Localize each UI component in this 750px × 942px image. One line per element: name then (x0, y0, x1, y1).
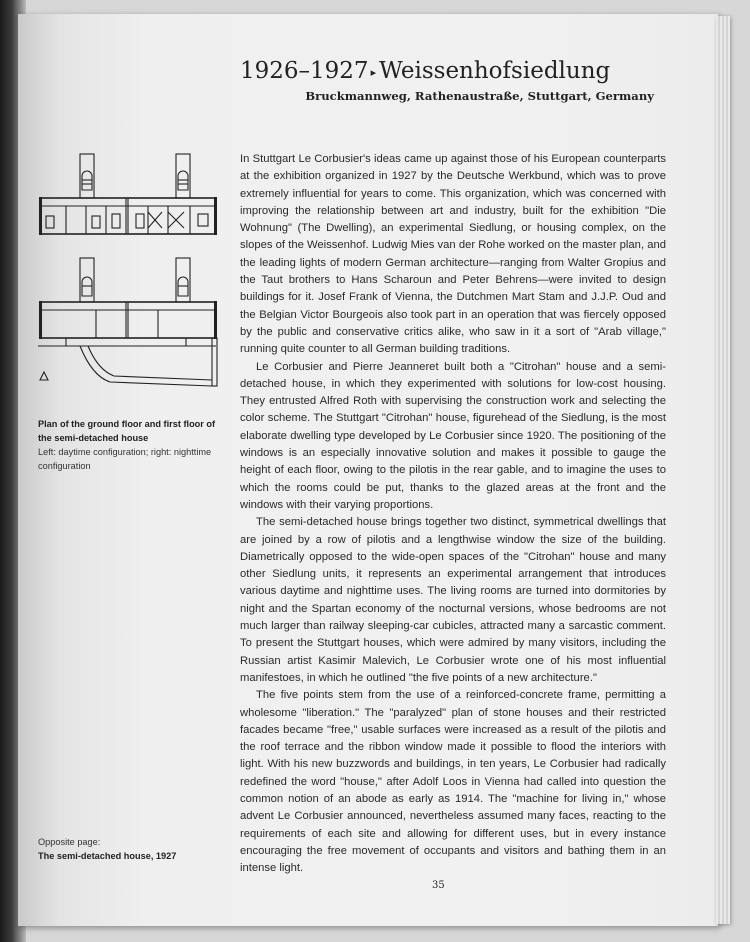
heading-years: 1926–1927 (240, 58, 369, 84)
page-heading (240, 58, 660, 84)
paragraph-3: The semi-detached house brings together two distinct, symmetrical dwellings that are joined by a row of pilotis and a lengthwise window the size of the building. Diametrically opposed to the wide-open spaces of the "Citrohan" house and many other Siedlung units, it represents an experimental arrangement that introduces various daytime and nighttime uses. The living rooms are turned into dormitories by night and the Spartan economy of the nocturnal versions, whose bedrooms are not much larger than railway sleeping-car cubicles, attracted many a sarcastic comment. To present the Stuttgart houses, which were admired by many visitors, including the Russian artist Kasimir Malevich, Le Corbusier wrote one of his most influential manifestoes, in which he outlined "the five points of a new architecture." (240, 516, 666, 684)
figure-caption-text: Left: daytime configuration; right: nighttime configuration (38, 447, 212, 471)
figure-caption (38, 417, 228, 473)
paragraph-4: The five points stem from the use of a reinforced-concrete frame, permitting a wholesome "liberation." The "paralyzed" plan of stone houses and their restricted facades became "free," usable surfaces were increased as a result of the pilotis and the roof terrace and the ribbon window made it possible to flood the interiors with light. With his new buzzwords and buildings, in ten years, Le Corbusier had radically redefined the word "house," after Adolf Loos in Vienna had called into question the common notion of an abode as early as 1914. The "machine for living in," whose advent Le Corbusier announced, nevertheless assumed many faces, reacting to the requirements of each site and allowing for different uses, but in every instance encouraging the free movement of occupants and visitors and bathing them in an intense light. (240, 689, 666, 875)
page-edge-stack (716, 16, 730, 924)
figure-caption-title: Plan of the ground floor and first floor of the semi-detached house (38, 419, 216, 443)
upper-floor-plan (40, 154, 216, 234)
opposite-page-title: The semi-detached house, 1927 (38, 851, 177, 861)
opposite-page-label: Opposite page: (38, 837, 101, 847)
paragraph-1: In Stuttgart Le Corbusier's ideas came up against those of his European counterparts at the exhibition organized in 1927 by the Deutsche Werkbund, which was to prove extremely influential for years to come. This organization, which was concerned with improving the relationship between art and industry, built for the exhibition "Die Wohnung" (The Dwelling), an experimental Siedlung, or housing complex, on the slopes of the Weissenhof. Ludwig Mies van der Rohe worked on the master plan, and the leading lights of modern German architecture—ranging from Walter Gropius and the Taut brothers to Hans Scharoun and Peter Behrens—were invited to design buildings for it. Josef Frank of Vienna, the Dutchmen Mart Stam and J.J.P. Oud and the Belgian Victor Bourgeois also took part in an operation that was fiercely opposed by the public and conservative critics alike, who saw in it a sort of "Arab village," running quite counter to all German building traditions. (240, 153, 666, 356)
paragraph-2: Le Corbusier and Pierre Jeanneret built both a "Citrohan" house and a semi-detached house, in which they experimented with solutions for low-cost housing. They entrusted Alfred Roth with supervising the construction work and selecting the color scheme. The Stuttgart "Citrohan" house, figurehead of the Siedlung, is the most elaborate dwelling type developed by Le Corbusier since 1920. The positioning of the windows is an especially innovative solution and makes it possible to gauge the height of each floor, owing to the pilotis in the rear gable, and to imagine the uses to which the rooms could be put, thanks to the glazed areas at the front and the windows with their varying proportions. (240, 360, 666, 511)
triangle-arrow-icon: ▸ (370, 65, 377, 79)
location-line: Bruckmannweg, Rathenaustraße, Stuttgart, Germany (305, 89, 654, 103)
floor-plan-drawing (36, 150, 218, 400)
heading-title: Weissenhofsiedlung (379, 58, 611, 84)
article-body (240, 151, 666, 877)
floor-plan-figure (36, 150, 218, 404)
opposite-page-caption (38, 835, 228, 863)
lower-floor-plan (38, 258, 217, 386)
page-number: 35 (432, 880, 445, 891)
